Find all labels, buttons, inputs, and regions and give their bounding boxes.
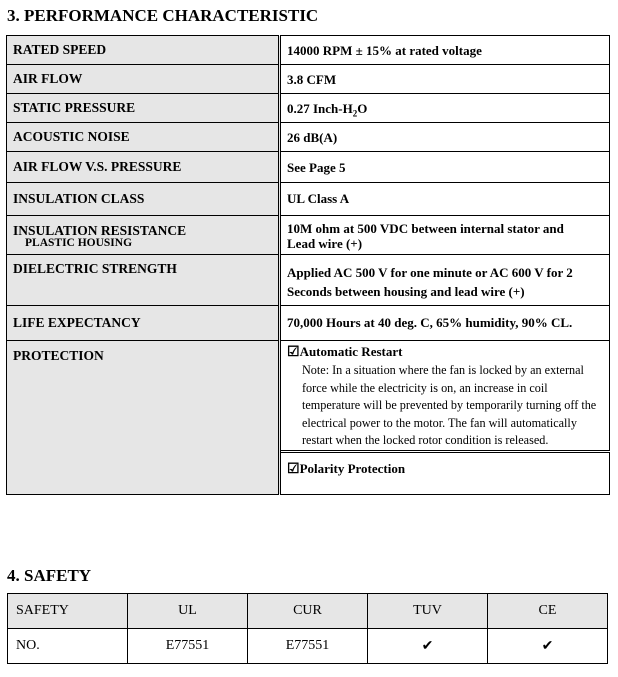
automatic-restart-note: Note: In a situation where the fan is locked by an external force while the electricity is on, an increase in coil temperature will be prevented by temporarily turning off the electrical power to the motor. The fan will automatically restart when the locked rotor condition is released. [302, 363, 597, 447]
label-insulation-class: INSULATION CLASS [7, 183, 280, 216]
value-dielectric-strength: Applied AC 500 V for one minute or AC 600 V for 2 Seconds between housing and lead wire (+) [280, 255, 610, 306]
label-life-expectancy: LIFE EXPECTANCY [7, 306, 280, 341]
checkbox-checked-icon: ☑ [287, 461, 300, 477]
label-dielectric-strength: DIELECTRIC STRENGTH [7, 255, 280, 306]
label-air-flow: AIR FLOW [7, 65, 280, 94]
label-acoustic-noise: ACOUSTIC NOISE [7, 123, 280, 152]
value-polarity-protection [280, 451, 610, 494]
sublabel-plastic-housing: PLASTIC HOUSING [25, 237, 133, 249]
label-protection: PROTECTION [7, 341, 280, 495]
value-insulation-class: UL Class A [280, 183, 610, 216]
safety-header-row [8, 594, 608, 629]
label-insulation-resistance: INSULATION RESISTANCE PLASTIC HOUSING [7, 216, 280, 255]
table-row [7, 94, 610, 123]
value-acoustic-noise: 26 dB(A) [280, 123, 610, 152]
cell-no: NO. [8, 629, 128, 664]
table-row [7, 36, 610, 65]
header-safety: SAFETY [8, 594, 128, 629]
table-row [7, 123, 610, 152]
header-cur: CUR [248, 594, 368, 629]
header-ul: UL [128, 594, 248, 629]
table-row [7, 306, 610, 341]
cell-cur-number: E77551 [248, 629, 368, 664]
value-air-flow-vs-pressure: See Page 5 [280, 152, 610, 183]
safety-data-row [8, 629, 608, 664]
value-automatic-restart [280, 341, 610, 452]
automatic-restart-title: Automatic Restart [299, 344, 403, 359]
cell-ul-number: E77551 [128, 629, 248, 664]
value-static-pressure: 0.27 Inch-$H_2O$ [280, 94, 610, 123]
safety-table [7, 593, 608, 664]
label-rated-speed: RATED SPEED [7, 36, 280, 65]
label-static-pressure: STATIC PRESSURE [7, 94, 280, 123]
section-3-title: 3. PERFORMANCE CHARACTERISTIC [7, 6, 319, 25]
performance-table [6, 35, 610, 495]
checkmark-icon: ✔ [488, 629, 608, 664]
value-insulation-resistance: 10M ohm at 500 VDC between internal stator and Lead wire (+) [280, 216, 610, 255]
section-4-title: 4. SAFETY [7, 566, 92, 585]
value-air-flow: 3.8 CFM [280, 65, 610, 94]
checkmark-icon: ✔ [368, 629, 488, 664]
value-rated-speed: 14000 RPM ± 15% at rated voltage [280, 36, 610, 65]
header-tuv: TUV [368, 594, 488, 629]
value-life-expectancy: 70,000 Hours at 40 deg. C, 65% humidity, 90% CL. [280, 306, 610, 341]
header-ce: CE [488, 594, 608, 629]
table-row [7, 341, 610, 452]
table-row [7, 152, 610, 183]
checkbox-checked-icon: ☑ [287, 345, 300, 360]
table-row [7, 216, 610, 255]
table-row [7, 255, 610, 306]
table-row [7, 183, 610, 216]
table-row [7, 65, 610, 94]
polarity-protection-title: Polarity Protection [299, 460, 406, 476]
label-air-flow-vs-pressure: AIR FLOW V.S. PRESSURE [7, 152, 280, 183]
